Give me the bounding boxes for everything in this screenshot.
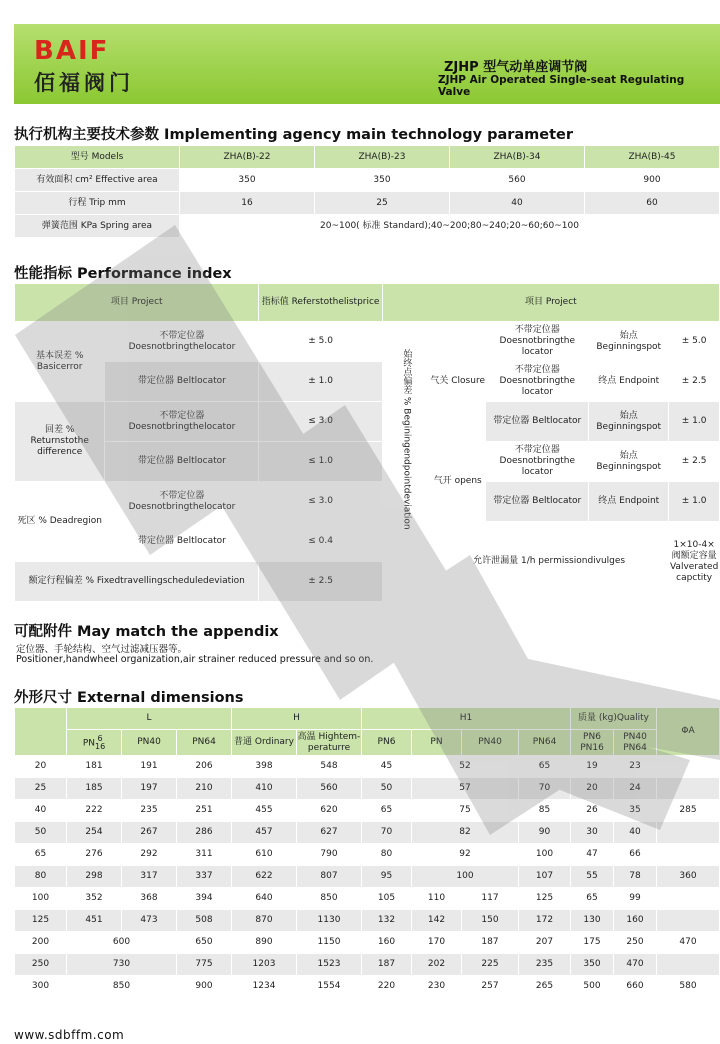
- table-cell: 235: [519, 954, 571, 976]
- table-cell: 187: [362, 954, 412, 976]
- table-cell: 92: [412, 844, 519, 866]
- table-cell: 622: [232, 866, 297, 888]
- table-cell: 298: [67, 866, 122, 888]
- table-cell: 55: [571, 866, 614, 888]
- table-cell: 20: [571, 778, 614, 800]
- table-cell: 900: [177, 976, 232, 998]
- cell: 40: [450, 192, 585, 215]
- table-cell: 276: [67, 844, 122, 866]
- no-locator-2b: 不带定位器 Doesnotbringthe locator: [486, 362, 589, 402]
- table-cell: 90: [519, 822, 571, 844]
- table-cell: [657, 778, 720, 800]
- table-cell: 257: [462, 976, 519, 998]
- table-cell: 100: [519, 844, 571, 866]
- h1-pn64-header: PN64: [519, 730, 571, 756]
- logo-text: BAIF: [34, 36, 110, 66]
- table-cell: 660: [614, 976, 657, 998]
- table-cell: [657, 844, 720, 866]
- table-cell: 300: [15, 976, 67, 998]
- table-row: [15, 756, 720, 778]
- table-cell: 580: [657, 976, 720, 998]
- table-row: [15, 954, 720, 976]
- table-cell: 267: [122, 822, 177, 844]
- table-cell: 610: [232, 844, 297, 866]
- cell: 350: [180, 169, 315, 192]
- table-cell: 105: [362, 888, 412, 910]
- table-cell: 600: [67, 932, 177, 954]
- table-cell: 65: [571, 888, 614, 910]
- logo-cn: 佰福阀门: [34, 71, 134, 95]
- no-locator: 不带定位器 Doesnotbringthelocator: [105, 482, 259, 522]
- phiA-header: ΦA: [657, 708, 720, 756]
- table-cell: 82: [412, 822, 519, 844]
- table-cell: 25: [15, 778, 67, 800]
- cell: ZHA(B)-23: [315, 146, 450, 169]
- table-cell: 251: [177, 800, 232, 822]
- row-label: 型号 Models: [15, 146, 180, 169]
- table-cell: 337: [177, 866, 232, 888]
- table-cell: 250: [614, 932, 657, 954]
- value: ≤ 1.0: [259, 442, 382, 482]
- table-cell: 20: [15, 756, 67, 778]
- table-cell: 451: [67, 910, 122, 932]
- table-cell: 730: [67, 954, 177, 976]
- pn16-header: [67, 730, 122, 756]
- table-cell: 99: [614, 888, 657, 910]
- table-row: [15, 822, 720, 844]
- table-cell: 250: [15, 954, 67, 976]
- cell: 900: [585, 169, 720, 192]
- table-cell: 650: [177, 932, 232, 954]
- value: ≤ 3.0: [259, 482, 382, 522]
- table-cell: 394: [177, 888, 232, 910]
- pn-sub: 16: [94, 741, 106, 751]
- begin-end-deviation-text: 始终点偏差 % Beginingendpointdeviation: [401, 349, 412, 530]
- section-title-dimensions: 外形尺寸 External dimensions: [14, 690, 244, 706]
- value: ≤ 0.4: [259, 522, 382, 562]
- table-cell: 142: [412, 910, 462, 932]
- table-cell: 1130: [297, 910, 362, 932]
- table-cell: 19: [571, 756, 614, 778]
- end-point: 终点 Endpoint: [589, 482, 669, 522]
- dead-region-label: 死区 % Deadregion: [15, 482, 105, 562]
- table-cell: 285: [657, 800, 720, 822]
- table-cell: 130: [571, 910, 614, 932]
- value: ± 5.0: [259, 322, 382, 362]
- table-cell: 170: [412, 932, 462, 954]
- table-cell: 398: [232, 756, 297, 778]
- head-project: 项目 Project: [15, 284, 259, 322]
- table-cell: 350: [571, 954, 614, 976]
- table-cell: 52: [412, 756, 519, 778]
- cell: ZHA(B)-45: [585, 146, 720, 169]
- table-cell: 1150: [297, 932, 362, 954]
- company-logo: [34, 38, 134, 97]
- performance-table: [14, 283, 720, 602]
- table-cell: 100: [412, 866, 519, 888]
- table-cell: 35: [614, 800, 657, 822]
- table-cell: 352: [67, 888, 122, 910]
- value: ≤ 3.0: [259, 402, 382, 442]
- table-cell: 110: [412, 888, 462, 910]
- table-row: [15, 888, 720, 910]
- table-cell: 50: [15, 822, 67, 844]
- table-cell: 78: [614, 866, 657, 888]
- section-title-performance: 性能指标 Performance index: [14, 266, 232, 282]
- table-cell: 65: [519, 756, 571, 778]
- table-cell: 181: [67, 756, 122, 778]
- no-locator-2: 不带定位器 Doesnotbringthe locator: [486, 322, 589, 362]
- table-cell: 70: [362, 822, 412, 844]
- table-cell: 80: [362, 844, 412, 866]
- return-diff-label: 回差 % Returnstothe difference: [15, 402, 105, 482]
- table-cell: 100: [15, 888, 67, 910]
- section-title-appendix: 可配附件 May match the appendix: [14, 624, 279, 640]
- table-cell: 23: [614, 756, 657, 778]
- table-cell: 560: [297, 778, 362, 800]
- value: ± 1.0: [259, 362, 382, 402]
- table-cell: 210: [177, 778, 232, 800]
- no-locator: 不带定位器 Doesnotbringthelocator: [105, 322, 259, 362]
- table-cell: 50: [362, 778, 412, 800]
- table-row: [15, 844, 720, 866]
- head-project-2: 项目 Project: [382, 284, 719, 322]
- table-cell: 470: [614, 954, 657, 976]
- table-cell: 57: [412, 778, 519, 800]
- table-cell: 1554: [297, 976, 362, 998]
- table-cell: 807: [297, 866, 362, 888]
- leakage-label: 允许泄漏量 1/h permissiondivulges: [429, 522, 668, 602]
- table-cell: 125: [15, 910, 67, 932]
- table-cell: [657, 888, 720, 910]
- ordinary-header: 普通 Ordinary: [232, 730, 297, 756]
- table-cell: 191: [122, 756, 177, 778]
- cell: 25: [315, 192, 450, 215]
- pn-base: PN: [82, 738, 95, 748]
- table-cell: 455: [232, 800, 297, 822]
- table-cell: [657, 822, 720, 844]
- table-cell: 160: [362, 932, 412, 954]
- table-cell: 360: [657, 866, 720, 888]
- product-title-cn: ZJHP 型气动单座调节阀: [444, 60, 588, 75]
- table-cell: 197: [122, 778, 177, 800]
- appendix-cn: 定位器、手轮结构、空气过滤减压器等。: [16, 644, 188, 655]
- table-cell: 235: [122, 800, 177, 822]
- table-cell: 230: [412, 976, 462, 998]
- table-cell: 30: [571, 822, 614, 844]
- table-cell: 132: [362, 910, 412, 932]
- table-cell: 265: [519, 976, 571, 998]
- value: ± 5.0: [669, 322, 720, 362]
- table-cell: 500: [571, 976, 614, 998]
- L-header: L: [67, 708, 232, 730]
- table-cell: [657, 910, 720, 932]
- table-cell: [657, 756, 720, 778]
- h1-pn16-header: PN: [412, 730, 462, 756]
- end-point: 终点 Endpoint: [589, 362, 669, 402]
- table-cell: 160: [614, 910, 657, 932]
- with-locator-2: 带定位器 Beltlocator: [486, 402, 589, 442]
- table-cell: 172: [519, 910, 571, 932]
- with-locator: 带定位器 Beltlocator: [105, 442, 259, 482]
- table-cell: 222: [67, 800, 122, 822]
- with-locator: 带定位器 Beltlocator: [105, 362, 259, 402]
- cell: 350: [315, 169, 450, 192]
- table-cell: 850: [67, 976, 177, 998]
- table-cell: 368: [122, 888, 177, 910]
- table-row: [15, 976, 720, 998]
- table-cell: 775: [177, 954, 232, 976]
- table-cell: 40: [15, 800, 67, 822]
- table-cell: 548: [297, 756, 362, 778]
- pn6-header: PN6: [362, 730, 412, 756]
- value: ± 2.5: [259, 562, 382, 602]
- table-row: [15, 910, 720, 932]
- table-cell: 311: [177, 844, 232, 866]
- cell: 20~100( 标准 Standard);40~200;80~240;20~60;60~100: [180, 215, 720, 238]
- table-cell: 254: [67, 822, 122, 844]
- table-cell: 125: [519, 888, 571, 910]
- table-cell: 317: [122, 866, 177, 888]
- value: ± 1.0: [669, 482, 720, 522]
- table-cell: 292: [122, 844, 177, 866]
- table-cell: 1523: [297, 954, 362, 976]
- hightemp-header: 高温 Hightem- peraturre: [297, 730, 362, 756]
- begin-point: 始点 Beginningspot: [589, 442, 669, 482]
- H-header: H: [232, 708, 362, 730]
- dimensions-body: [15, 756, 720, 998]
- section-title-agency: 执行机构主要技术参数 Implementing agency main technology parameter: [14, 127, 574, 143]
- table-cell: 870: [232, 910, 297, 932]
- table-cell: 45: [362, 756, 412, 778]
- table-cell: 508: [177, 910, 232, 932]
- closure-label: 气关 Closure: [429, 322, 485, 442]
- leakage-value: 1×10-4× 阀额定容量 Valverated capctity: [669, 522, 720, 602]
- cell: 16: [180, 192, 315, 215]
- begin-point: 始点 Beginningspot: [589, 322, 669, 362]
- product-title-en: ZJHP Air Operated Single-seat Regulating Valve: [438, 74, 685, 98]
- table-cell: 185: [67, 778, 122, 800]
- table-cell: 457: [232, 822, 297, 844]
- with-locator-2: 带定位器 Beltlocator: [486, 482, 589, 522]
- h1-pn40-header: PN40: [462, 730, 519, 756]
- footer-url: www.sdbffm.com: [14, 1028, 125, 1042]
- value: ± 2.5: [669, 362, 720, 402]
- table-cell: 286: [177, 822, 232, 844]
- cell: ZHA(B)-22: [180, 146, 315, 169]
- table-row: [15, 778, 720, 800]
- opens-label: 气开 opens: [429, 442, 485, 522]
- table-cell: 620: [297, 800, 362, 822]
- with-locator: 带定位器 Beltlocator: [105, 522, 259, 562]
- table-cell: 117: [462, 888, 519, 910]
- table-cell: 473: [122, 910, 177, 932]
- table-cell: 200: [15, 932, 67, 954]
- rated-deviation-label: 额定行程偏差 % Fixedtravellingscheduledeviation: [15, 562, 259, 602]
- table-cell: 66: [614, 844, 657, 866]
- table-cell: 40: [614, 822, 657, 844]
- value: ± 2.5: [669, 442, 720, 482]
- table-cell: 70: [519, 778, 571, 800]
- table-cell: 85: [519, 800, 571, 822]
- table-cell: 225: [462, 954, 519, 976]
- table-cell: [657, 954, 720, 976]
- table-cell: 47: [571, 844, 614, 866]
- cell: 560: [450, 169, 585, 192]
- table-cell: 26: [571, 800, 614, 822]
- q2-header: PN40 PN64: [614, 730, 657, 756]
- begin-end: 始点 Beginningspot: [589, 402, 669, 442]
- head-value: 指标值 Referstothelistprice: [259, 284, 382, 322]
- table-cell: 95: [362, 866, 412, 888]
- table-cell: 187: [462, 932, 519, 954]
- cell: ZHA(B)-34: [450, 146, 585, 169]
- table-cell: 640: [232, 888, 297, 910]
- table-cell: 65: [15, 844, 67, 866]
- dimensions-table: [14, 707, 720, 998]
- begin-end-deviation: [382, 322, 429, 562]
- table-cell: 890: [232, 932, 297, 954]
- table-cell: 175: [571, 932, 614, 954]
- table-cell: 150: [462, 910, 519, 932]
- table-cell: 410: [232, 778, 297, 800]
- pn64-header: PN64: [177, 730, 232, 756]
- cell: 60: [585, 192, 720, 215]
- table-cell: 202: [412, 954, 462, 976]
- table-cell: 1203: [232, 954, 297, 976]
- pn40-header: PN40: [122, 730, 177, 756]
- quality-header: 质量 (kg)Quality: [571, 708, 657, 730]
- table-cell: 24: [614, 778, 657, 800]
- table-cell: 470: [657, 932, 720, 954]
- H1-header: H1: [362, 708, 571, 730]
- table-cell: 627: [297, 822, 362, 844]
- spacer: [382, 562, 429, 602]
- table-cell: 790: [297, 844, 362, 866]
- agency-param-table: [14, 145, 720, 238]
- table-cell: 207: [519, 932, 571, 954]
- table-cell: 1234: [232, 976, 297, 998]
- table-cell: 220: [362, 976, 412, 998]
- pn-sup: 6: [97, 733, 103, 743]
- table-cell: 206: [177, 756, 232, 778]
- table-cell: 75: [412, 800, 519, 822]
- header-banner: [14, 24, 720, 104]
- row-label: 行程 Trip mm: [15, 192, 180, 215]
- table-cell: 65: [362, 800, 412, 822]
- no-locator: 不带定位器 Doesnotbringthelocator: [105, 402, 259, 442]
- q1-header: PN6 PN16: [571, 730, 614, 756]
- table-cell: 80: [15, 866, 67, 888]
- table-cell: 107: [519, 866, 571, 888]
- table-row: [15, 866, 720, 888]
- row-label: 有效面积 cm² Effective area: [15, 169, 180, 192]
- row-label: 弹簧范围 KPa Spring area: [15, 215, 180, 238]
- table-row: [15, 800, 720, 822]
- value: ± 1.0: [669, 402, 720, 442]
- table-cell: 850: [297, 888, 362, 910]
- appendix-en: Positioner,handwheel organization,air strainer reduced pressure and so on.: [16, 654, 374, 665]
- dn-header: [15, 708, 67, 756]
- table-row: [15, 932, 720, 954]
- no-locator-2: 不带定位器 Doesnotbringthe locator: [486, 442, 589, 482]
- basic-error-label: 基本误差 % Basicerror: [15, 322, 105, 402]
